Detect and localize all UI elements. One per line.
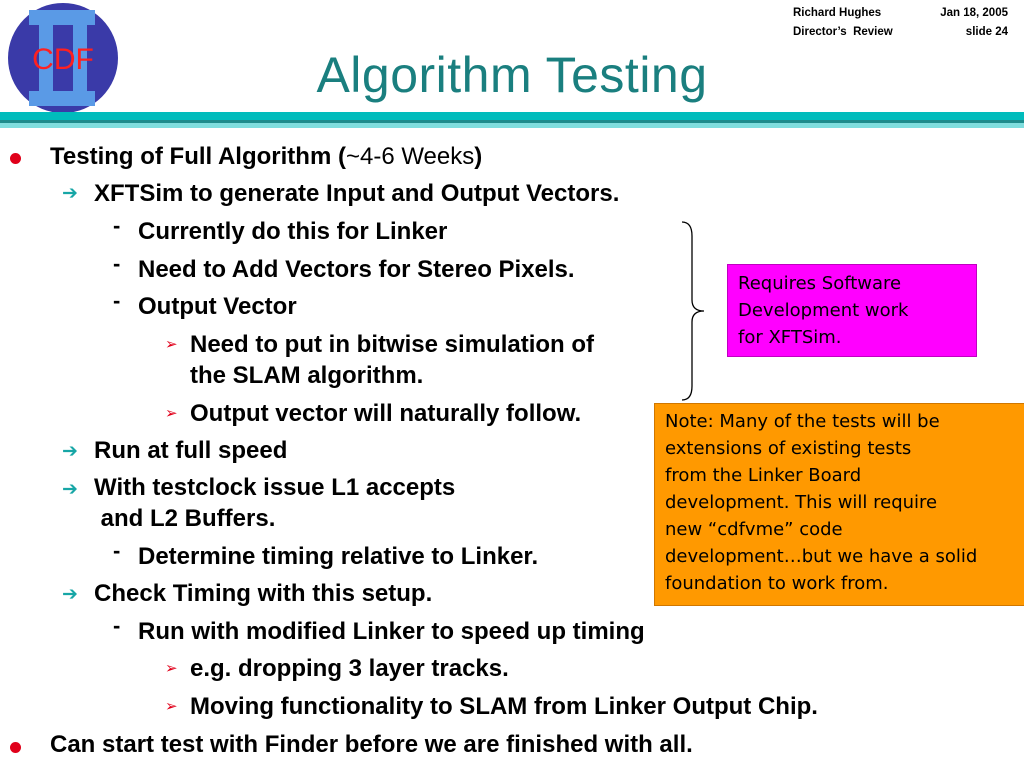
dash-icon: -	[113, 251, 121, 276]
chevron-right-icon: ➢	[165, 660, 178, 677]
bullet-10: Determine timing relative to Linker.	[138, 543, 539, 570]
slide-title: Algorithm Testing	[316, 47, 708, 103]
dash-icon: -	[113, 613, 121, 638]
bullet-dot-icon	[10, 742, 21, 753]
author: Richard Hughes	[793, 7, 882, 19]
logo-text: CDF	[32, 43, 94, 76]
dash-icon: -	[113, 538, 121, 563]
title-rule-top	[0, 112, 1024, 120]
bullet-1: Testing of Full Algorithm (~4-6 Weeks)	[50, 143, 483, 170]
right-brace	[680, 220, 710, 402]
note-callout: Note: Many of the tests will be extensions of existing tests from the Linker Board development. This will require new “cdfvme” code development…but we have a solid foundation to work from.	[654, 403, 1024, 606]
header-right	[928, 4, 1008, 42]
arrow-right-icon: ➔	[62, 183, 78, 204]
bullet-11: Check Timing with this setup.	[94, 580, 433, 607]
arrow-right-icon: ➔	[62, 584, 78, 605]
chevron-right-icon: ➢	[165, 405, 178, 422]
header-left	[793, 4, 893, 42]
bullet-5: Output Vector	[138, 293, 297, 320]
bullet-7: Output vector will naturally follow.	[190, 400, 582, 427]
date: Jan 18, 2005	[940, 7, 1008, 19]
software-callout: Requires Software Development work for XFTSim.	[727, 264, 977, 357]
bullet-3: Currently do this for Linker	[138, 218, 448, 245]
bullet-12: Run with modified Linker to speed up timing	[138, 618, 645, 645]
dash-icon: -	[113, 213, 121, 238]
bullet-13: e.g. dropping 3 layer tracks.	[190, 655, 509, 682]
bullet-9: With testclock issue L1 accepts and L2 Buffers.	[94, 474, 456, 532]
bullet-15: Can start test with Finder before we are finished with all.	[50, 731, 693, 758]
chevron-right-icon: ➢	[165, 698, 178, 715]
arrow-right-icon: ➔	[62, 441, 78, 462]
event: Director’s Review	[793, 26, 893, 38]
arrow-right-icon: ➔	[62, 479, 78, 500]
weeks-estimate: ~4-6 Weeks	[345, 143, 475, 170]
bullet-8: Run at full speed	[94, 437, 288, 464]
bullet-2: XFTSim to generate Input and Output Vectors.	[94, 180, 620, 207]
chevron-right-icon: ➢	[165, 336, 178, 353]
bullet-4: Need to Add Vectors for Stereo Pixels.	[138, 256, 575, 283]
dash-icon: -	[113, 288, 121, 313]
bullet-14: Moving functionality to SLAM from Linker Output Chip.	[190, 693, 818, 720]
title-rule-bottom	[0, 123, 1024, 128]
slide-number: slide 24	[965, 26, 1008, 38]
bullet-6: Need to put in bitwise simulation of the SLAM algorithm.	[190, 331, 595, 389]
bullet-dot-icon	[10, 153, 21, 164]
